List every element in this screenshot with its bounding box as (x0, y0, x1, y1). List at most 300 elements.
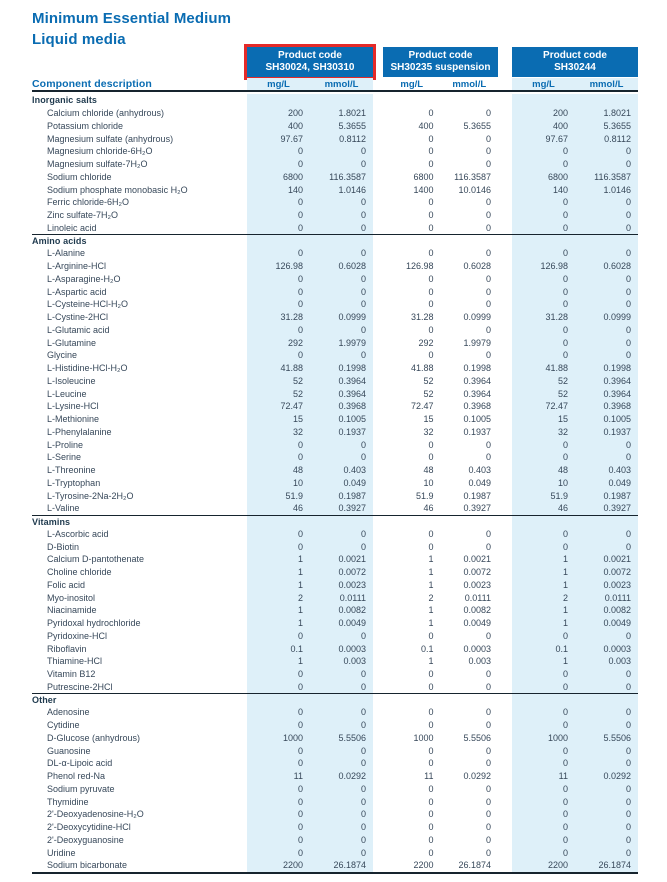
value-cell: 0.1 (420, 643, 434, 654)
value-group-product-3 (512, 273, 638, 286)
value-group-product-3 (512, 235, 638, 247)
value-cell: 0.1987 (338, 490, 366, 501)
value-group-product-1 (247, 400, 373, 413)
value-cell: 1 (562, 567, 568, 578)
value-cell: 0 (625, 758, 631, 769)
value-cell: 0 (485, 707, 491, 718)
units-group-product-1 (247, 78, 373, 90)
value-cell: 41.88 (545, 363, 568, 374)
value-cell: 0 (297, 350, 303, 361)
component-row (32, 706, 638, 719)
value-cell: 0.0021 (338, 554, 366, 565)
value-cell: 0 (562, 720, 568, 731)
value-cell: 116.3587 (329, 171, 366, 182)
column-gap (498, 655, 512, 668)
value-group-product-1 (247, 273, 373, 286)
value-group-product-3 (512, 158, 638, 171)
column-gap (373, 834, 383, 847)
component-row (32, 196, 638, 209)
value-cell: 0.1937 (463, 426, 491, 437)
value-group-product-3 (512, 834, 638, 847)
value-group-product-1 (247, 349, 373, 362)
section-label: Inorganic salts (32, 95, 98, 106)
column-gap (498, 630, 512, 643)
value-group-product-1 (247, 235, 373, 247)
product-code-box-sh30024-highlighted (247, 47, 373, 77)
column-gap (498, 47, 512, 77)
value-cell: 0.6028 (463, 261, 491, 272)
value-cell: 0 (625, 681, 631, 692)
value-group-product-2 (383, 732, 498, 745)
value-cell: 1 (562, 618, 568, 629)
component-row (32, 464, 638, 477)
component-label: L-Ascorbic acid (47, 528, 109, 539)
value-cell: 0 (360, 273, 366, 284)
value-cell: 0 (625, 783, 631, 794)
column-gap (373, 694, 383, 706)
column-gap (498, 604, 512, 617)
column-gap (373, 630, 383, 643)
value-cell: 292 (418, 337, 434, 348)
column-gap (498, 668, 512, 681)
value-group-product-1 (247, 732, 373, 745)
value-cell: 46 (423, 503, 434, 514)
column-gap (498, 757, 512, 770)
value-group-product-1 (247, 528, 373, 541)
value-cell: 0 (625, 299, 631, 310)
value-group-product-3 (512, 120, 638, 133)
column-gap (373, 732, 383, 745)
component-label: Cytidine (47, 720, 80, 731)
column-gap (373, 94, 383, 107)
value-cell: 26.1874 (458, 860, 491, 871)
component-row (32, 183, 638, 196)
value-cell: 1000 (547, 732, 568, 743)
component-row (32, 642, 638, 655)
value-group-product-1 (247, 757, 373, 770)
column-gap (498, 336, 512, 349)
value-group-product-3 (512, 630, 638, 643)
value-cell: 0 (562, 159, 568, 170)
value-cell: 0 (485, 630, 491, 641)
value-cell: 0.3927 (603, 503, 631, 514)
component-label: Zinc sulfate-7H₂O (47, 210, 119, 221)
value-cell: 0 (562, 452, 568, 463)
value-cell: 126.98 (275, 261, 303, 272)
value-group-product-2 (383, 681, 498, 694)
value-cell: 0 (625, 273, 631, 284)
value-cell: 2200 (413, 860, 434, 871)
units-group-product-3 (512, 78, 638, 90)
value-cell: 72.47 (410, 401, 434, 412)
value-group-product-2 (383, 706, 498, 719)
value-cell: 0 (428, 273, 434, 284)
column-gap (498, 566, 512, 579)
value-cell: 0 (428, 783, 434, 794)
value-cell: 72.47 (280, 401, 303, 412)
value-cell: 126.98 (540, 261, 568, 272)
value-cell: 0.0111 (464, 592, 491, 603)
value-cell: 0 (297, 720, 303, 731)
component-label: 2'-Deoxycytidine-HCl (47, 822, 131, 833)
value-cell: 0 (625, 528, 631, 539)
value-cell: 97.67 (545, 133, 568, 144)
value-cell: 0.0072 (603, 567, 631, 578)
value-cell: 0.1998 (338, 363, 366, 374)
value-cell: 0.003 (468, 656, 491, 667)
value-group-product-1 (247, 795, 373, 808)
component-label: Adenosine (47, 707, 90, 718)
value-group-product-2 (383, 834, 498, 847)
column-gap (498, 285, 512, 298)
value-group-product-2 (383, 808, 498, 821)
value-cell: 0 (428, 350, 434, 361)
value-group-product-1 (247, 196, 373, 209)
component-label: L-Alanine (47, 248, 86, 259)
value-cell: 200 (552, 108, 568, 119)
value-cell: 1 (562, 656, 568, 667)
value-cell: 0 (360, 745, 366, 756)
value-cell: 1 (297, 567, 303, 578)
value-cell: 0.0023 (463, 579, 491, 590)
column-gap (373, 821, 383, 834)
value-cell: 0.1005 (603, 414, 631, 425)
value-group-product-1 (247, 846, 373, 859)
value-cell: 0 (360, 159, 366, 170)
value-cell: 15 (292, 414, 303, 425)
value-cell: 0 (625, 350, 631, 361)
column-gap (373, 770, 383, 783)
value-group-product-3 (512, 183, 638, 196)
value-group-product-2 (383, 579, 498, 592)
value-cell: 0 (360, 350, 366, 361)
value-cell: 0 (428, 159, 434, 170)
component-label: L-Threonine (47, 465, 96, 476)
value-cell: 0 (485, 197, 491, 208)
mg-per-l-header: mg/L (532, 78, 555, 90)
value-cell: 0 (428, 222, 434, 233)
component-label: Guanosine (47, 745, 91, 756)
value-cell: 0 (297, 210, 303, 221)
value-cell: 400 (418, 120, 434, 131)
value-group-product-1 (247, 132, 373, 145)
value-group-product-1 (247, 630, 373, 643)
component-row (32, 120, 638, 133)
column-gap (498, 209, 512, 222)
value-cell: 0 (562, 324, 568, 335)
value-cell: 0 (485, 834, 491, 845)
value-cell: 2 (428, 592, 434, 603)
value-cell: 0 (360, 452, 366, 463)
value-cell: 1 (562, 579, 568, 590)
value-cell: 0.403 (468, 465, 491, 476)
column-gap (373, 260, 383, 273)
value-group-product-2 (383, 413, 498, 426)
component-label: L-Histidine-HCl-H₂O (47, 363, 128, 374)
value-cell: 1 (297, 618, 303, 629)
product-code-box-sh30235 (383, 47, 498, 77)
value-group-product-1 (247, 821, 373, 834)
value-cell: 0 (625, 669, 631, 680)
value-cell: 0.1987 (463, 490, 491, 501)
component-label: Folic acid (47, 579, 86, 590)
value-cell: 32 (557, 426, 568, 437)
value-cell: 0 (562, 337, 568, 348)
value-group-product-1 (247, 426, 373, 439)
column-gap (498, 744, 512, 757)
column-gap (373, 528, 383, 541)
value-cell: 5.3655 (338, 120, 366, 131)
component-label: L-Cysteine-HCl-H₂O (47, 299, 129, 310)
column-gap (373, 349, 383, 362)
column-gap (498, 235, 512, 247)
component-label: D-Biotin (47, 541, 80, 552)
component-label: Calcium D-pantothenate (47, 554, 145, 565)
value-cell: 46 (292, 503, 303, 514)
value-cell: 0 (428, 809, 434, 820)
component-label: L-Glutamine (47, 337, 97, 348)
component-row (32, 311, 638, 324)
value-group-product-1 (247, 438, 373, 451)
value-cell: 0 (562, 745, 568, 756)
column-gap (373, 706, 383, 719)
column-gap (373, 375, 383, 388)
column-gap (373, 336, 383, 349)
value-group-product-3 (512, 298, 638, 311)
column-gap (373, 362, 383, 375)
value-group-product-3 (512, 94, 638, 107)
column-gap (498, 132, 512, 145)
value-group-product-1 (247, 770, 373, 783)
column-gap (373, 655, 383, 668)
value-cell: 140 (552, 184, 568, 195)
value-group-product-2 (383, 591, 498, 604)
value-cell: 0 (562, 197, 568, 208)
column-gap (373, 566, 383, 579)
value-group-product-1 (247, 413, 373, 426)
column-gap (373, 413, 383, 426)
value-cell: 0 (485, 669, 491, 680)
value-group-product-1 (247, 336, 373, 349)
value-group-product-2 (383, 222, 498, 235)
mg-per-l-header: mg/L (400, 78, 424, 90)
value-cell: 0 (562, 822, 568, 833)
value-group-product-1 (247, 120, 373, 133)
column-gap (498, 579, 512, 592)
component-label: L-Leucine (47, 388, 87, 399)
component-row (32, 681, 638, 694)
component-row (32, 451, 638, 464)
column-gap (498, 783, 512, 796)
column-gap (373, 107, 383, 120)
column-gap (498, 528, 512, 541)
component-label: L-Lysine-HCl (47, 401, 99, 412)
section-label: Vitamins (32, 516, 71, 527)
value-group-product-1 (247, 859, 373, 872)
value-cell: 0.1937 (603, 426, 631, 437)
component-row (32, 859, 638, 872)
value-cell: 0 (625, 822, 631, 833)
component-label: L-Serine (47, 452, 82, 463)
value-group-product-2 (383, 540, 498, 553)
value-cell: 1 (562, 554, 568, 565)
value-group-product-3 (512, 859, 638, 872)
value-group-product-3 (512, 247, 638, 260)
value-group-product-1 (247, 540, 373, 553)
value-cell: 0.049 (608, 477, 631, 488)
value-cell: 0 (297, 197, 303, 208)
value-cell: 0 (428, 681, 434, 692)
value-cell: 11 (558, 771, 568, 782)
value-cell: 0.403 (608, 465, 631, 476)
component-row (32, 719, 638, 732)
value-group-product-3 (512, 375, 638, 388)
component-label: Pyridoxal hydrochloride (47, 618, 141, 629)
value-cell: 0 (562, 630, 568, 641)
component-row (32, 438, 638, 451)
value-cell: 0.0999 (338, 312, 366, 323)
value-group-product-1 (247, 489, 373, 502)
value-cell: 0 (360, 809, 366, 820)
value-cell: 52 (557, 388, 568, 399)
column-gap (373, 464, 383, 477)
component-row (32, 107, 638, 120)
value-cell: 0 (625, 796, 631, 807)
column-gap (373, 235, 383, 247)
value-cell: 0 (360, 439, 366, 450)
value-cell: 1 (428, 605, 434, 616)
value-cell: 0 (625, 286, 631, 297)
value-cell: 0 (428, 299, 434, 310)
value-cell: 0 (485, 796, 491, 807)
mmol-per-l-header: mmol/L (589, 78, 624, 90)
value-group-product-2 (383, 426, 498, 439)
value-cell: 31.28 (410, 312, 434, 323)
value-cell: 0.3968 (463, 401, 491, 412)
component-row (32, 630, 638, 643)
value-cell: 0.0049 (463, 618, 491, 629)
value-group-product-1 (247, 617, 373, 630)
component-label: L-Glutamic acid (47, 324, 110, 335)
column-gap (373, 438, 383, 451)
value-group-product-1 (247, 706, 373, 719)
value-cell: 5.3655 (603, 120, 631, 131)
value-cell: 0.3968 (603, 401, 631, 412)
component-row (32, 783, 638, 796)
value-cell: 0.0082 (338, 605, 366, 616)
component-label: Vitamin B12 (47, 669, 96, 680)
value-cell: 0.3964 (603, 388, 631, 399)
value-group-product-1 (247, 362, 373, 375)
column-gap (373, 489, 383, 502)
value-cell: 1 (428, 618, 434, 629)
value-group-product-3 (512, 489, 638, 502)
value-cell: 51.9 (415, 490, 434, 501)
component-label: Linoleic acid (47, 222, 97, 233)
value-cell: 0 (360, 847, 366, 858)
value-cell: 0 (485, 681, 491, 692)
value-cell: 0 (297, 745, 303, 756)
value-cell: 0.0072 (338, 567, 366, 578)
value-cell: 0 (485, 324, 491, 335)
value-group-product-1 (247, 209, 373, 222)
value-cell: 0.6028 (603, 261, 631, 272)
component-label: Potassium chloride (47, 120, 124, 131)
value-group-product-2 (383, 489, 498, 502)
value-group-product-2 (383, 642, 498, 655)
value-cell: 0 (297, 541, 303, 552)
value-cell: 52 (423, 375, 434, 386)
value-group-product-3 (512, 171, 638, 184)
value-cell: 0 (360, 248, 366, 259)
value-cell: 0.3964 (463, 388, 491, 399)
column-gap (373, 617, 383, 630)
value-cell: 0 (297, 146, 303, 157)
value-group-product-2 (383, 145, 498, 158)
value-group-product-2 (383, 209, 498, 222)
value-cell: 0.003 (608, 656, 631, 667)
column-gap (373, 516, 383, 528)
value-cell: 0 (625, 248, 631, 259)
value-group-product-1 (247, 464, 373, 477)
component-row (32, 668, 638, 681)
value-cell: 0 (485, 146, 491, 157)
value-group-product-2 (383, 655, 498, 668)
component-row (32, 387, 638, 400)
value-cell: 52 (557, 375, 568, 386)
value-cell: 400 (552, 120, 568, 131)
value-cell: 0 (562, 796, 568, 807)
value-cell: 200 (287, 108, 303, 119)
column-gap (373, 222, 383, 235)
value-cell: 31.28 (280, 312, 303, 323)
component-label: L-Phenylalanine (47, 426, 112, 437)
value-cell: 0 (625, 745, 631, 756)
value-cell: 1.8021 (338, 108, 366, 119)
value-cell: 0 (297, 452, 303, 463)
component-label: Thymidine (47, 796, 89, 807)
column-gap (498, 719, 512, 732)
value-cell: 0 (562, 222, 568, 233)
value-cell: 0 (428, 745, 434, 756)
column-gap (498, 222, 512, 235)
value-cell: 32 (292, 426, 303, 437)
column-gap (498, 464, 512, 477)
component-row (32, 808, 638, 821)
component-row (32, 821, 638, 834)
component-label: DL-α-Lipoic acid (47, 758, 113, 769)
value-group-product-1 (247, 834, 373, 847)
value-group-product-2 (383, 132, 498, 145)
page-title-line-1: Minimum Essential Medium (32, 10, 232, 27)
column-gap (373, 451, 383, 464)
value-cell: 1 (297, 656, 303, 667)
column-gap (373, 642, 383, 655)
value-group-product-2 (383, 719, 498, 732)
component-label: Sodium pyruvate (47, 783, 115, 794)
value-group-product-3 (512, 413, 638, 426)
value-cell: 10 (557, 477, 568, 488)
value-cell: 0 (485, 439, 491, 450)
value-group-product-2 (383, 821, 498, 834)
value-cell: 41.88 (410, 363, 434, 374)
product-code-value: SH30235 suspension (390, 62, 491, 73)
section-header-row (32, 234, 638, 247)
mmol-per-l-header: mmol/L (452, 78, 487, 90)
column-gap (373, 426, 383, 439)
value-cell: 0 (562, 681, 568, 692)
value-group-product-1 (247, 681, 373, 694)
